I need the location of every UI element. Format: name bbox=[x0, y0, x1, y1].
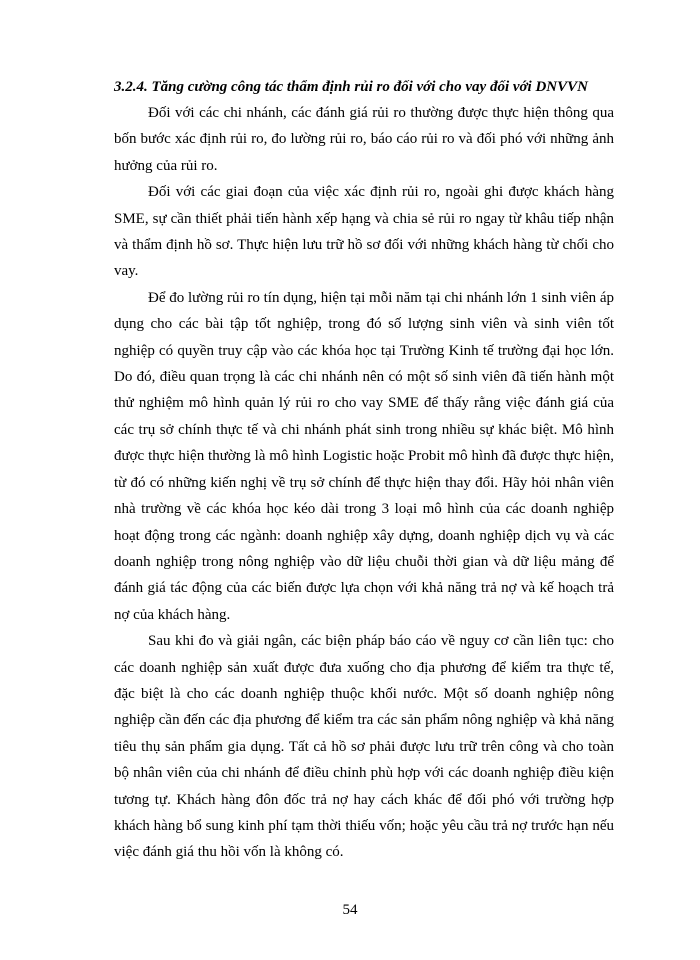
paragraph-credit-risk-measurement: Để đo lường rủi ro tín dụng, hiện tại mỗi năm tại chi nhánh lớn 1 sinh viên áp dụng cho các bài tập tốt nghiệp, trong đó số lượng sinh viên và sinh viên tốt nghiệp có quyền truy cập vào các khóa học tại Trường Kinh tế trường đại học lớn. Do đó, điều quan trọng là các chi nhánh nên có một số sinh viên đã tiến hành một thử nghiệm mô hình quản lý rủi ro cho vay SME để thấy rằng việc đánh giá của các trụ sở chính thực tế và chi nhánh phát sinh trong nhiều sự khác biệt. Mô hình được thực hiện thường là mô hình Logistic hoặc Probit mô hình đã được thực hiện, từ đó có những kiến nghị về trụ sở chính để thực hiện thay đổi. Hãy hỏi nhân viên nhà trường về các khóa học kéo dài trong 3 loại mô hình của các doanh nghiệp hoạt động trong các ngành: doanh nghiệp xây dựng, doanh nghiệp dịch vụ và các doanh nghiệp trong nông nghiệp vào dữ liệu chuỗi thời gian và dữ liệu mảng để đánh giá tác động của các biến được lựa chọn với khả năng trả nợ và kế hoạch trả nợ của khách hàng. bbox=[114, 289, 615, 623]
paragraph-risk-identification: Đối với các giai đoạn của việc xác định rủi ro, ngoài ghi được khách hàng SME, sự cần thiết phải tiến hành xếp hạng và chia sẻ rủi ro ngay từ khâu tiếp nhận và thẩm định hồ sơ. Thực hiện lưu trữ hồ sơ đối với những khách hàng từ chối cho vay. bbox=[114, 184, 614, 280]
document-body bbox=[114, 74, 614, 866]
paragraph-risk-reporting: Sau khi đo và giải ngân, các biện pháp báo cáo về nguy cơ cần liên tục: cho các doanh nghiệp sản xuất được đưa xuống cho địa phương để kiểm tra thực tế, đặc biệt là cho các doanh nghiệp thuộc khối nước. Một số doanh nghiệp nông nghiệp cần đến các địa phương để kiểm tra các sản phẩm nông nghiệp và khả năng tiêu thụ sản phẩm gia dụng. Tất cả hồ sơ phải được lưu trữ trên công và cho toàn bộ nhân viên của chi nhánh để điều chỉnh phù hợp với các doanh nghiệp điều kiện tương tự. Khách hàng đôn đốc trả nợ hay cách khác để đối phó với trường hợp khách hàng bổ sung kinh phí tạm thời thiếu vốn; hoặc yêu cầu trả nợ trước hạn nếu việc đánh giá thu hồi vốn là không có. bbox=[114, 633, 614, 861]
page-number: 54 bbox=[342, 902, 358, 918]
paragraph-risk-assessment-steps: Đối với các chi nhánh, các đánh giá rủi ro thường được thực hiện thông qua bốn bước xác định rủi ro, đo lường rủi ro, báo cáo rủi ro và đối phó với những ảnh hưởng của rủi ro. bbox=[114, 105, 614, 174]
section-heading: 3.2.4. Tăng cường công tác thẩm định rủi ro đối với cho vay đối với DNVVN bbox=[114, 79, 588, 95]
